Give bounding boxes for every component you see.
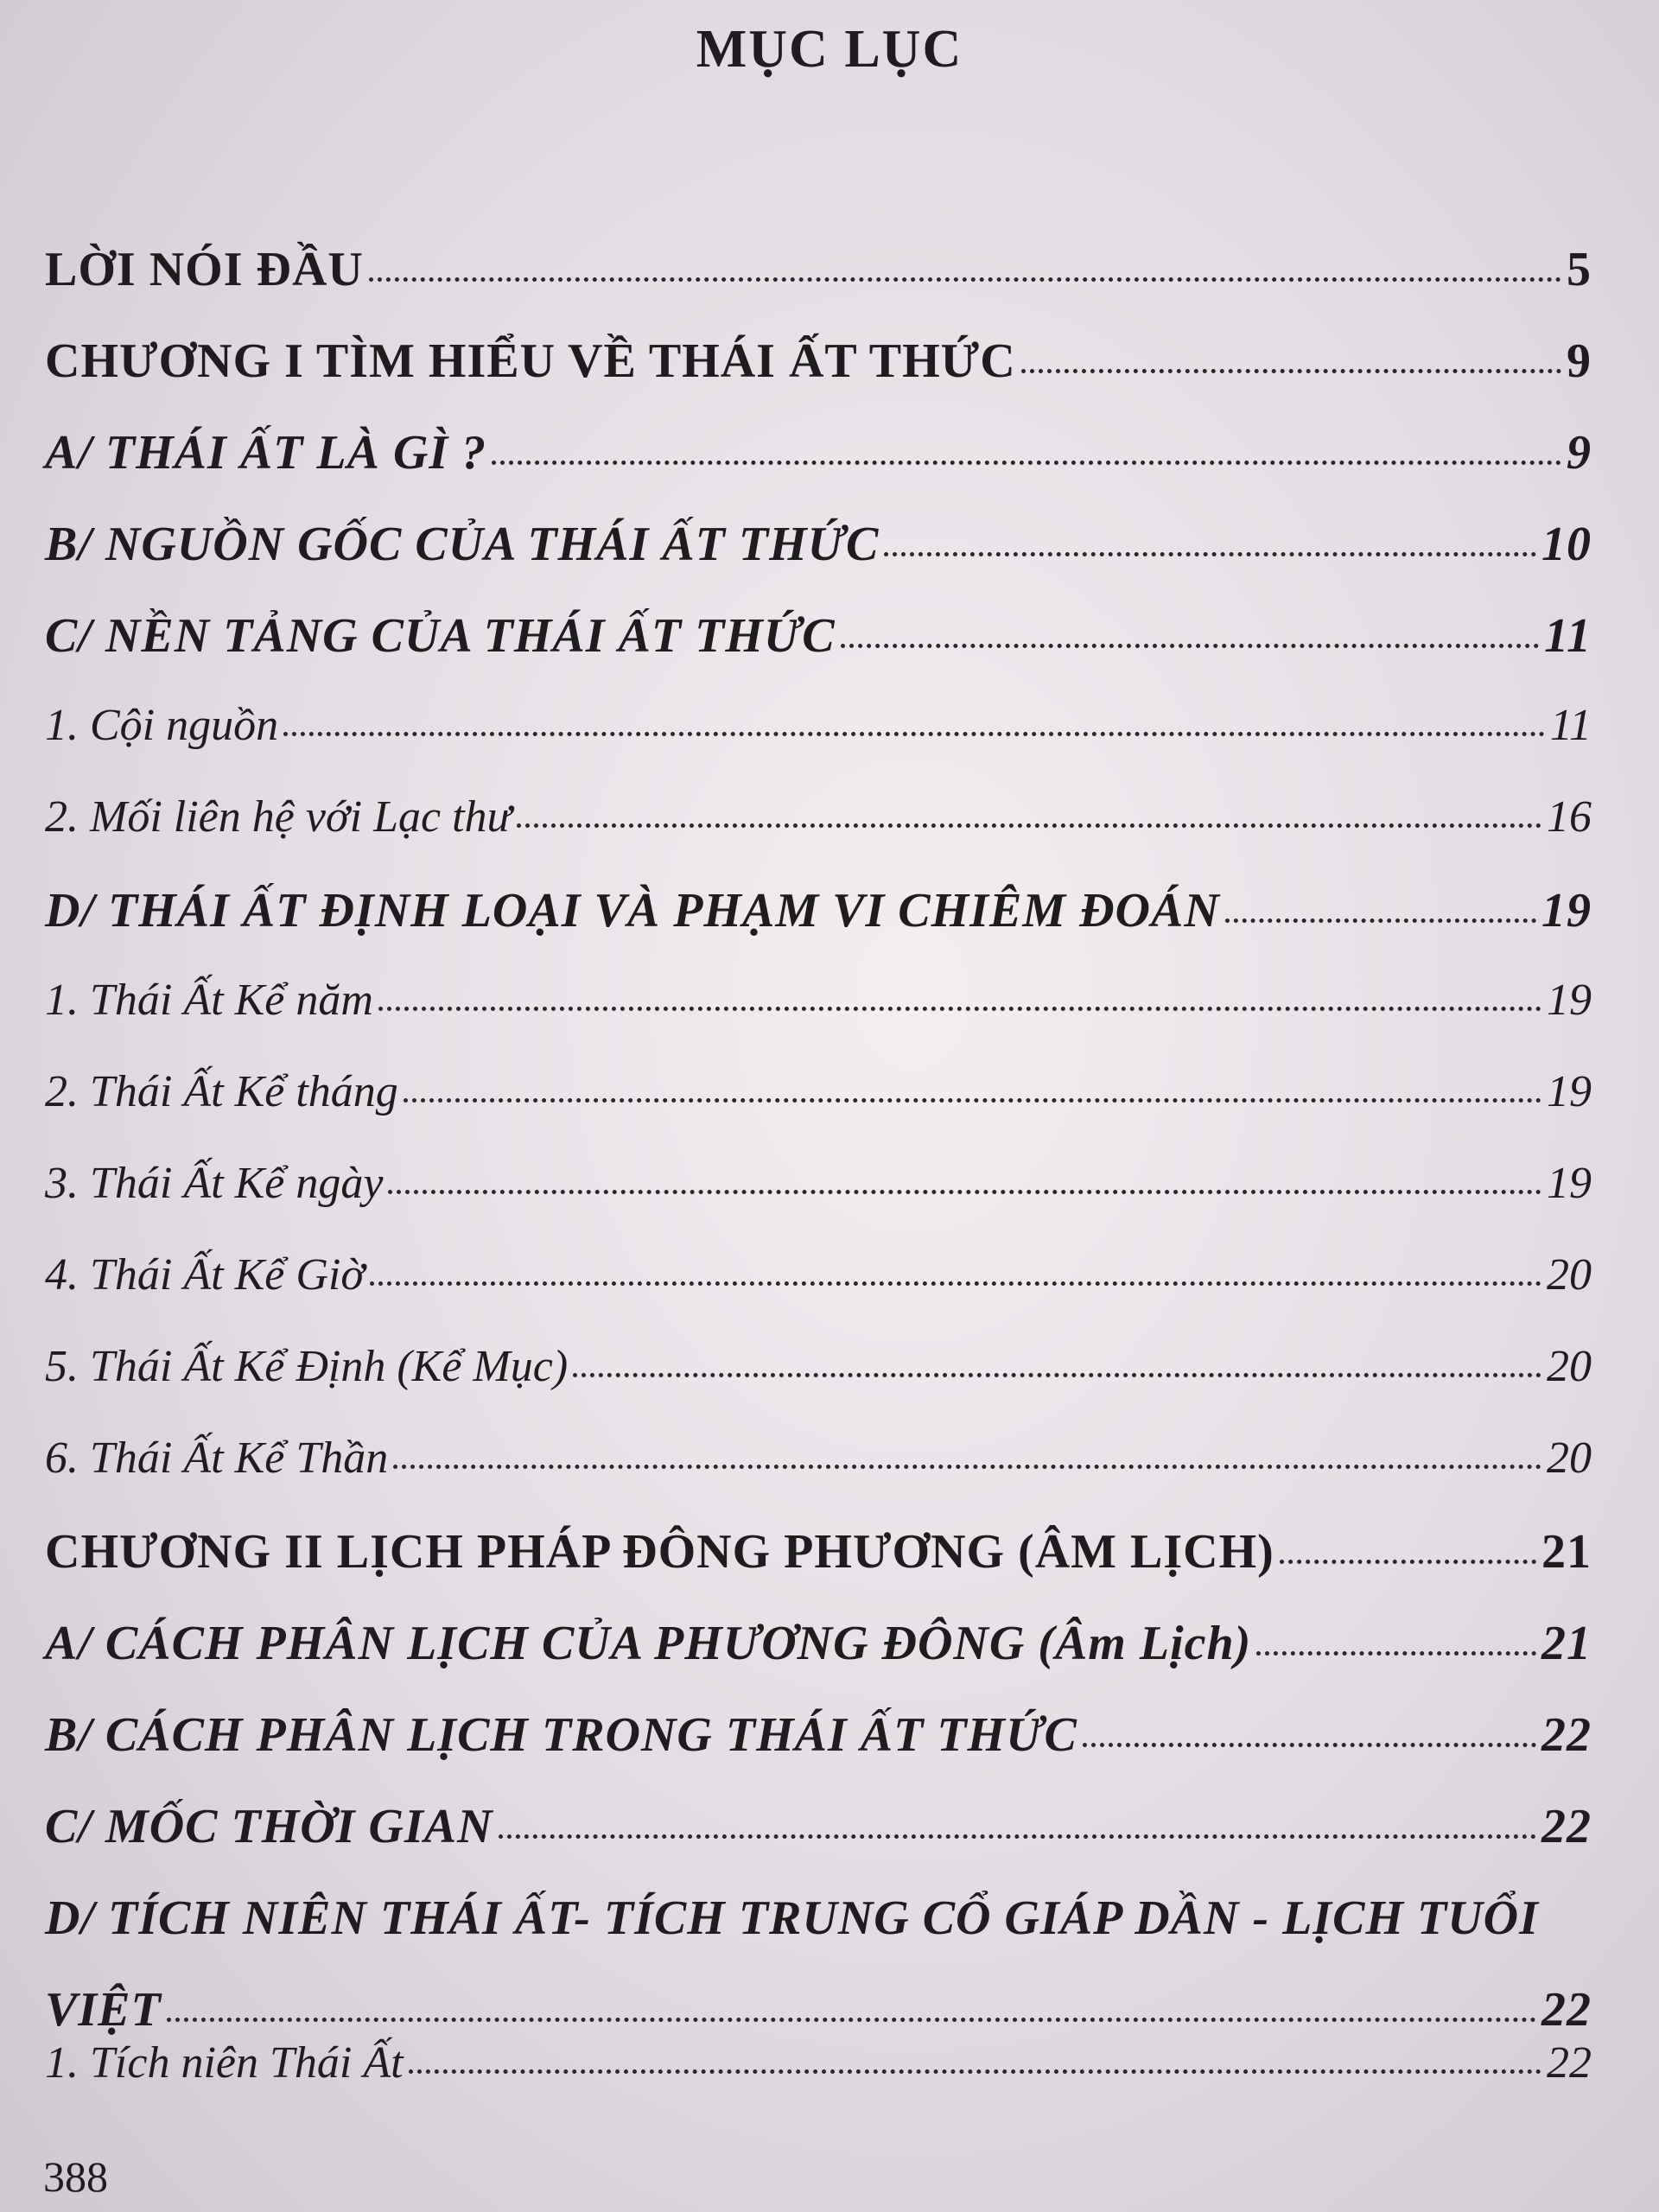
toc-entry-page: 22	[1541, 1708, 1592, 1762]
toc-entry-page: 19	[1547, 1067, 1592, 1116]
toc-entry	[45, 2037, 1592, 2129]
toc-entry-label-continued: VIỆT	[45, 1983, 162, 2037]
dot-leader	[404, 1098, 1541, 1103]
toc-entry-label: 5. Thái Ất Kể Định (Kể Mục)	[45, 1342, 569, 1391]
toc-entry-page: 9	[1567, 334, 1592, 388]
toc-entry-label: B/ NGUỒN GỐC CỦA THÁI ẤT THỨC	[45, 518, 880, 571]
dot-leader	[1256, 1651, 1536, 1656]
toc-entry	[45, 791, 1592, 883]
toc-entry	[45, 425, 1592, 517]
toc-entry-label: 2. Thái Ất Kể tháng	[45, 1067, 398, 1116]
toc-entry-label: A/ CÁCH PHÂN LỊCH CỦA PHƯƠNG ĐÔNG (Âm Lịch)	[45, 1617, 1252, 1670]
toc-entry	[45, 242, 1592, 334]
dot-leader	[388, 1190, 1541, 1194]
toc-entry-label: B/ CÁCH PHÂN LỊCH TRONG THÁI ẤT THỨC	[45, 1708, 1077, 1762]
toc-entry	[45, 1249, 1592, 1341]
dot-leader	[167, 2018, 1536, 2022]
toc-entry-label: CHƯƠNG II LỊCH PHÁP ĐÔNG PHƯƠNG (ÂM LỊCH)	[45, 1525, 1274, 1579]
toc-entry-label: 1. Cội nguồn	[45, 701, 279, 750]
toc-entry	[45, 1799, 1592, 1891]
toc-entry-page: 5	[1567, 243, 1592, 296]
dot-leader	[1280, 1560, 1536, 1564]
toc-entry-page: 20	[1547, 1433, 1592, 1483]
toc-entry-page: 22	[1541, 1800, 1592, 1853]
toc-entry-page: 11	[1544, 609, 1592, 663]
toc-entry	[45, 1433, 1592, 1524]
toc-entry-label: 3. Thái Ất Kể ngày	[45, 1159, 384, 1208]
toc-entry-page: 20	[1547, 1250, 1592, 1300]
dot-leader	[283, 732, 1545, 736]
toc-entry	[45, 700, 1592, 791]
toc-entry-label: 4. Thái Ất Kể Giờ	[45, 1250, 365, 1300]
toc-entry-page: 20	[1547, 1342, 1592, 1391]
toc-entry-page: 10	[1541, 518, 1592, 571]
toc-entry	[45, 334, 1592, 425]
toc-entry-label: LỜI NÓI ĐẦU	[45, 243, 364, 296]
toc-entry-label: CHƯƠNG I TÌM HIỂU VỀ THÁI ẤT THỨC	[45, 334, 1016, 388]
dot-leader	[492, 461, 1561, 465]
toc-entry	[45, 1616, 1592, 1707]
dot-leader	[378, 1007, 1541, 1011]
toc-entry	[45, 1524, 1592, 1616]
dot-leader	[409, 2069, 1541, 2074]
toc-entry-label: 2. Mối liên hệ với Lạc thư	[45, 792, 512, 842]
toc-entry	[45, 517, 1592, 608]
toc-entry-page: 19	[1541, 884, 1592, 938]
toc-entry	[45, 1891, 1592, 2037]
toc-entry-page: 19	[1547, 976, 1592, 1025]
table-of-contents	[45, 242, 1592, 2129]
toc-entry	[45, 975, 1592, 1066]
dot-leader	[370, 1281, 1541, 1286]
dot-leader	[517, 823, 1541, 828]
dot-leader	[884, 552, 1536, 556]
toc-entry-page: 11	[1549, 701, 1592, 750]
toc-entry	[45, 1341, 1592, 1433]
toc-entry	[45, 1066, 1592, 1158]
toc-entry-label: 1. Thái Ất Kể năm	[45, 976, 373, 1025]
dot-leader	[1021, 369, 1561, 373]
toc-entry-page: 21	[1541, 1617, 1592, 1670]
dot-leader	[369, 277, 1561, 282]
page-title: MỤC LỤC	[696, 20, 963, 79]
toc-entry-label: C/ MỐC THỜI GIAN	[45, 1800, 493, 1853]
dot-leader	[393, 1465, 1541, 1469]
toc-entry-label: C/ NỀN TẢNG CỦA THÁI ẤT THỨC	[45, 609, 836, 663]
toc-entry-label: D/ TÍCH NIÊN THÁI ẤT- TÍCH TRUNG CỔ GIÁP DẦN - LỊCH TUỔI	[45, 1891, 1539, 1945]
toc-entry-label: A/ THÁI ẤT LÀ GÌ ?	[45, 426, 487, 480]
toc-entry-label: 6. Thái Ất Kể Thần	[45, 1433, 389, 1483]
toc-entry-page: 21	[1541, 1525, 1592, 1579]
dot-leader	[1225, 918, 1536, 923]
toc-entry	[45, 883, 1592, 975]
page-number: 388	[43, 2152, 108, 2201]
toc-entry	[45, 608, 1592, 700]
dot-leader	[1083, 1743, 1536, 1747]
toc-entry-page: 9	[1567, 426, 1592, 480]
dot-leader	[841, 644, 1539, 648]
toc-entry	[45, 1158, 1592, 1249]
toc-entry-page: 22	[1547, 2038, 1592, 2088]
toc-entry-page: 16	[1547, 792, 1592, 842]
toc-entry-label: 1. Tích niên Thái Ất	[45, 2038, 404, 2088]
toc-entry-page: 22	[1541, 1983, 1592, 2037]
toc-entry	[45, 1707, 1592, 1799]
dot-leader	[573, 1373, 1541, 1377]
dot-leader	[499, 1834, 1536, 1839]
toc-entry-label: D/ THÁI ẤT ĐỊNH LOẠI VÀ PHẠM VI CHIÊM ĐOÁN	[45, 884, 1220, 938]
toc-entry-page: 19	[1547, 1159, 1592, 1208]
